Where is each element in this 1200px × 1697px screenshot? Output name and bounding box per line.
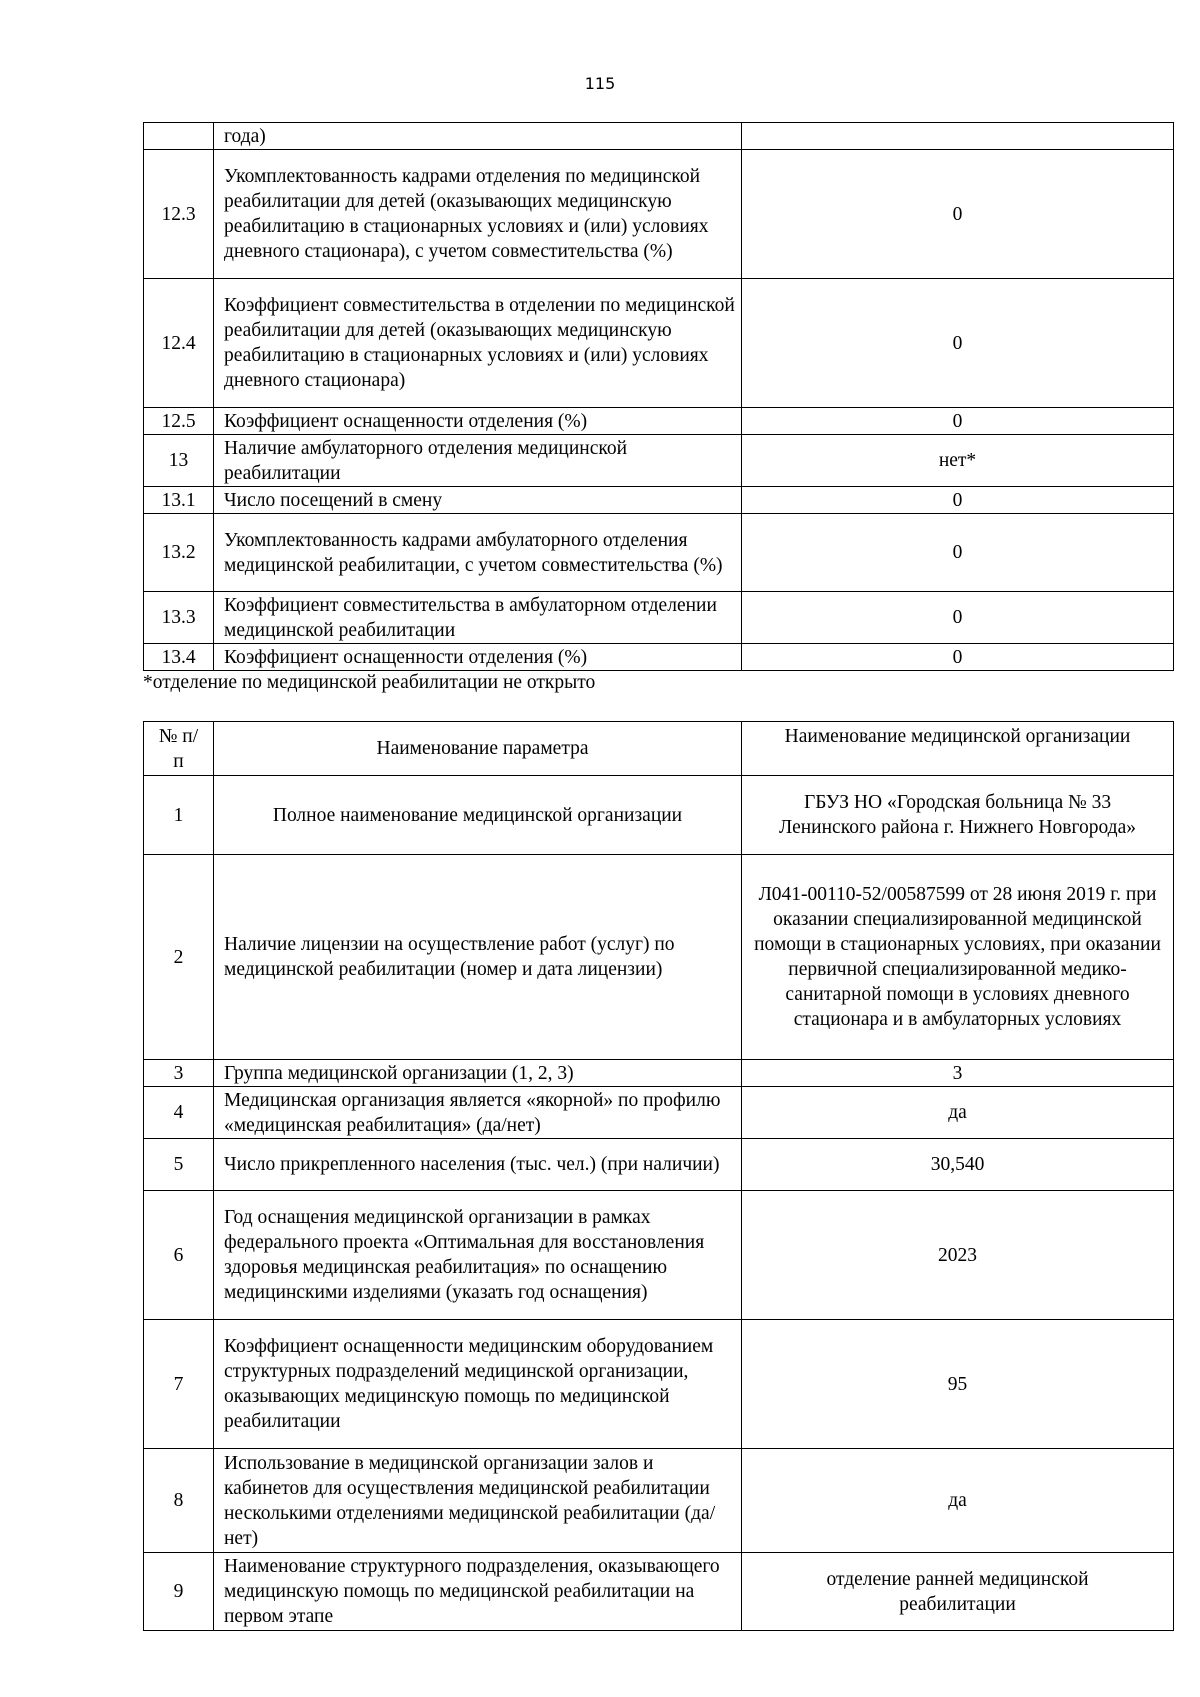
table-row bbox=[144, 855, 1174, 1060]
parameter-value: 95 bbox=[742, 1320, 1174, 1449]
parameter-value: 0 bbox=[742, 279, 1174, 408]
parameter-name: Коэффициент оснащенности отделения (%) bbox=[214, 644, 742, 671]
parameter-name: года) bbox=[214, 123, 742, 150]
parameter-name: Укомплектованность кадрами отделения по медицинской реабилитации для детей (оказывающих медицинскую реабилитацию в стационарных условиях и (или) условиях дневного стационара), с учетом совместительства (%) bbox=[214, 150, 742, 279]
parameter-value: 0 bbox=[742, 487, 1174, 514]
table-row bbox=[144, 776, 1174, 855]
parameter-name: Наименование структурного подразделения, оказывающего медицинскую помощь по медицинской реабилитации на первом этапе bbox=[214, 1553, 742, 1631]
parameter-value: нет* bbox=[742, 435, 1174, 487]
table-row bbox=[144, 150, 1174, 279]
parameter-value: 0 bbox=[742, 592, 1174, 644]
row-number bbox=[144, 123, 214, 150]
row-number: 8 bbox=[144, 1449, 214, 1553]
parameter-name: Полное наименование медицинской организации bbox=[214, 776, 742, 855]
row-number: 6 bbox=[144, 1191, 214, 1320]
parameter-value bbox=[742, 123, 1174, 150]
row-number: 13.4 bbox=[144, 644, 214, 671]
table-row bbox=[144, 435, 1174, 487]
parameter-name: Год оснащения медицинской организации в рамках федерального проекта «Оптимальная для восстановления здоровья медицинская реабилитация» по оснащению медицинскими изделиями (указать год оснащения) bbox=[214, 1191, 742, 1320]
row-number: 5 bbox=[144, 1139, 214, 1191]
parameter-name: Группа медицинской организации (1, 2, 3) bbox=[214, 1060, 742, 1087]
table-row bbox=[144, 644, 1174, 671]
row-number: 9 bbox=[144, 1553, 214, 1631]
parameter-value: 0 bbox=[742, 150, 1174, 279]
table-row bbox=[144, 487, 1174, 514]
parameter-name: Наличие лицензии на осуществление работ (услуг) по медицинской реабилитации (номер и дата лицензии) bbox=[214, 855, 742, 1060]
row-number: 12.3 bbox=[144, 150, 214, 279]
parameter-value: Л041-00110-52/00587599 от 28 июня 2019 г. при оказании специализированной медицинской помощи в стационарных условиях, при оказании первичной специализированной медико-санитарной помощи в условиях дневного стационара и в амбулаторных условиях bbox=[742, 855, 1174, 1060]
parameter-name: Укомплектованность кадрами амбулаторного отделения медицинской реабилитации, с учетом совместительства (%) bbox=[214, 514, 742, 592]
row-number: 12.4 bbox=[144, 279, 214, 408]
parameter-name: Число прикрепленного населения (тыс. чел.) (при наличии) bbox=[214, 1139, 742, 1191]
parameter-name: Число посещений в смену bbox=[214, 487, 742, 514]
parameter-name: Медицинская организация является «якорной» по профилю «медицинская реабилитация» (да/нет) bbox=[214, 1087, 742, 1139]
footnote: *отделение по медицинской реабилитации не открыто bbox=[143, 672, 596, 693]
parameter-value: 2023 bbox=[742, 1191, 1174, 1320]
parameter-name: Коэффициент оснащенности отделения (%) bbox=[214, 408, 742, 435]
column-header-parameter: Наименование параметра bbox=[214, 722, 742, 776]
parameter-value: 0 bbox=[742, 408, 1174, 435]
row-number: 13.3 bbox=[144, 592, 214, 644]
table-row bbox=[144, 1553, 1174, 1631]
column-header-organization: Наименование медицинской организации bbox=[742, 722, 1174, 776]
row-number: 1 bbox=[144, 776, 214, 855]
table-header-row bbox=[144, 722, 1174, 776]
page-number: 115 bbox=[584, 74, 616, 93]
parameter-value: 0 bbox=[742, 514, 1174, 592]
row-number: 12.5 bbox=[144, 408, 214, 435]
row-number: 7 bbox=[144, 1320, 214, 1449]
parameter-name: Коэффициент совместительства в амбулаторном отделении медицинской реабилитации bbox=[214, 592, 742, 644]
parameter-value: 30,540 bbox=[742, 1139, 1174, 1191]
table-row bbox=[144, 592, 1174, 644]
row-number: 4 bbox=[144, 1087, 214, 1139]
table-row bbox=[144, 1191, 1174, 1320]
parameter-name: Наличие амбулаторного отделения медицинской реабилитации bbox=[214, 435, 742, 487]
organization-table bbox=[143, 721, 1174, 1631]
row-number: 2 bbox=[144, 855, 214, 1060]
parameter-value: 0 bbox=[742, 644, 1174, 671]
table-row bbox=[144, 1060, 1174, 1087]
parameter-name: Использование в медицинской организации залов и кабинетов для осуществления медицинской реабилитации несколькими отделениями медицинской реабилитации (да/нет) bbox=[214, 1449, 742, 1553]
table-row bbox=[144, 514, 1174, 592]
row-number: 13.2 bbox=[144, 514, 214, 592]
parameter-value: да bbox=[742, 1087, 1174, 1139]
row-number: 3 bbox=[144, 1060, 214, 1087]
row-number: 13 bbox=[144, 435, 214, 487]
parameter-value: да bbox=[742, 1449, 1174, 1553]
parameter-name: Коэффициент совместительства в отделении по медицинской реабилитации для детей (оказывающих медицинскую реабилитацию в стационарных условиях и (или) условиях дневного стационара) bbox=[214, 279, 742, 408]
table-row bbox=[144, 1139, 1174, 1191]
parameter-value: отделение ранней медицинской реабилитации bbox=[742, 1553, 1174, 1631]
table-row bbox=[144, 408, 1174, 435]
parameter-value: 3 bbox=[742, 1060, 1174, 1087]
table-row bbox=[144, 1449, 1174, 1553]
table-row bbox=[144, 123, 1174, 150]
table-row bbox=[144, 279, 1174, 408]
row-number: 13.1 bbox=[144, 487, 214, 514]
parameters-table-continued bbox=[143, 122, 1174, 671]
table-row bbox=[144, 1320, 1174, 1449]
parameter-value: ГБУЗ НО «Городская больница № 33 Ленинского района г. Нижнего Новгорода» bbox=[742, 776, 1174, 855]
parameter-name: Коэффициент оснащенности медицинским оборудованием структурных подразделений медицинской организации, оказывающих медицинскую помощь по медицинской реабилитации bbox=[214, 1320, 742, 1449]
column-header-number: № п/п bbox=[144, 722, 214, 776]
table-row bbox=[144, 1087, 1174, 1139]
